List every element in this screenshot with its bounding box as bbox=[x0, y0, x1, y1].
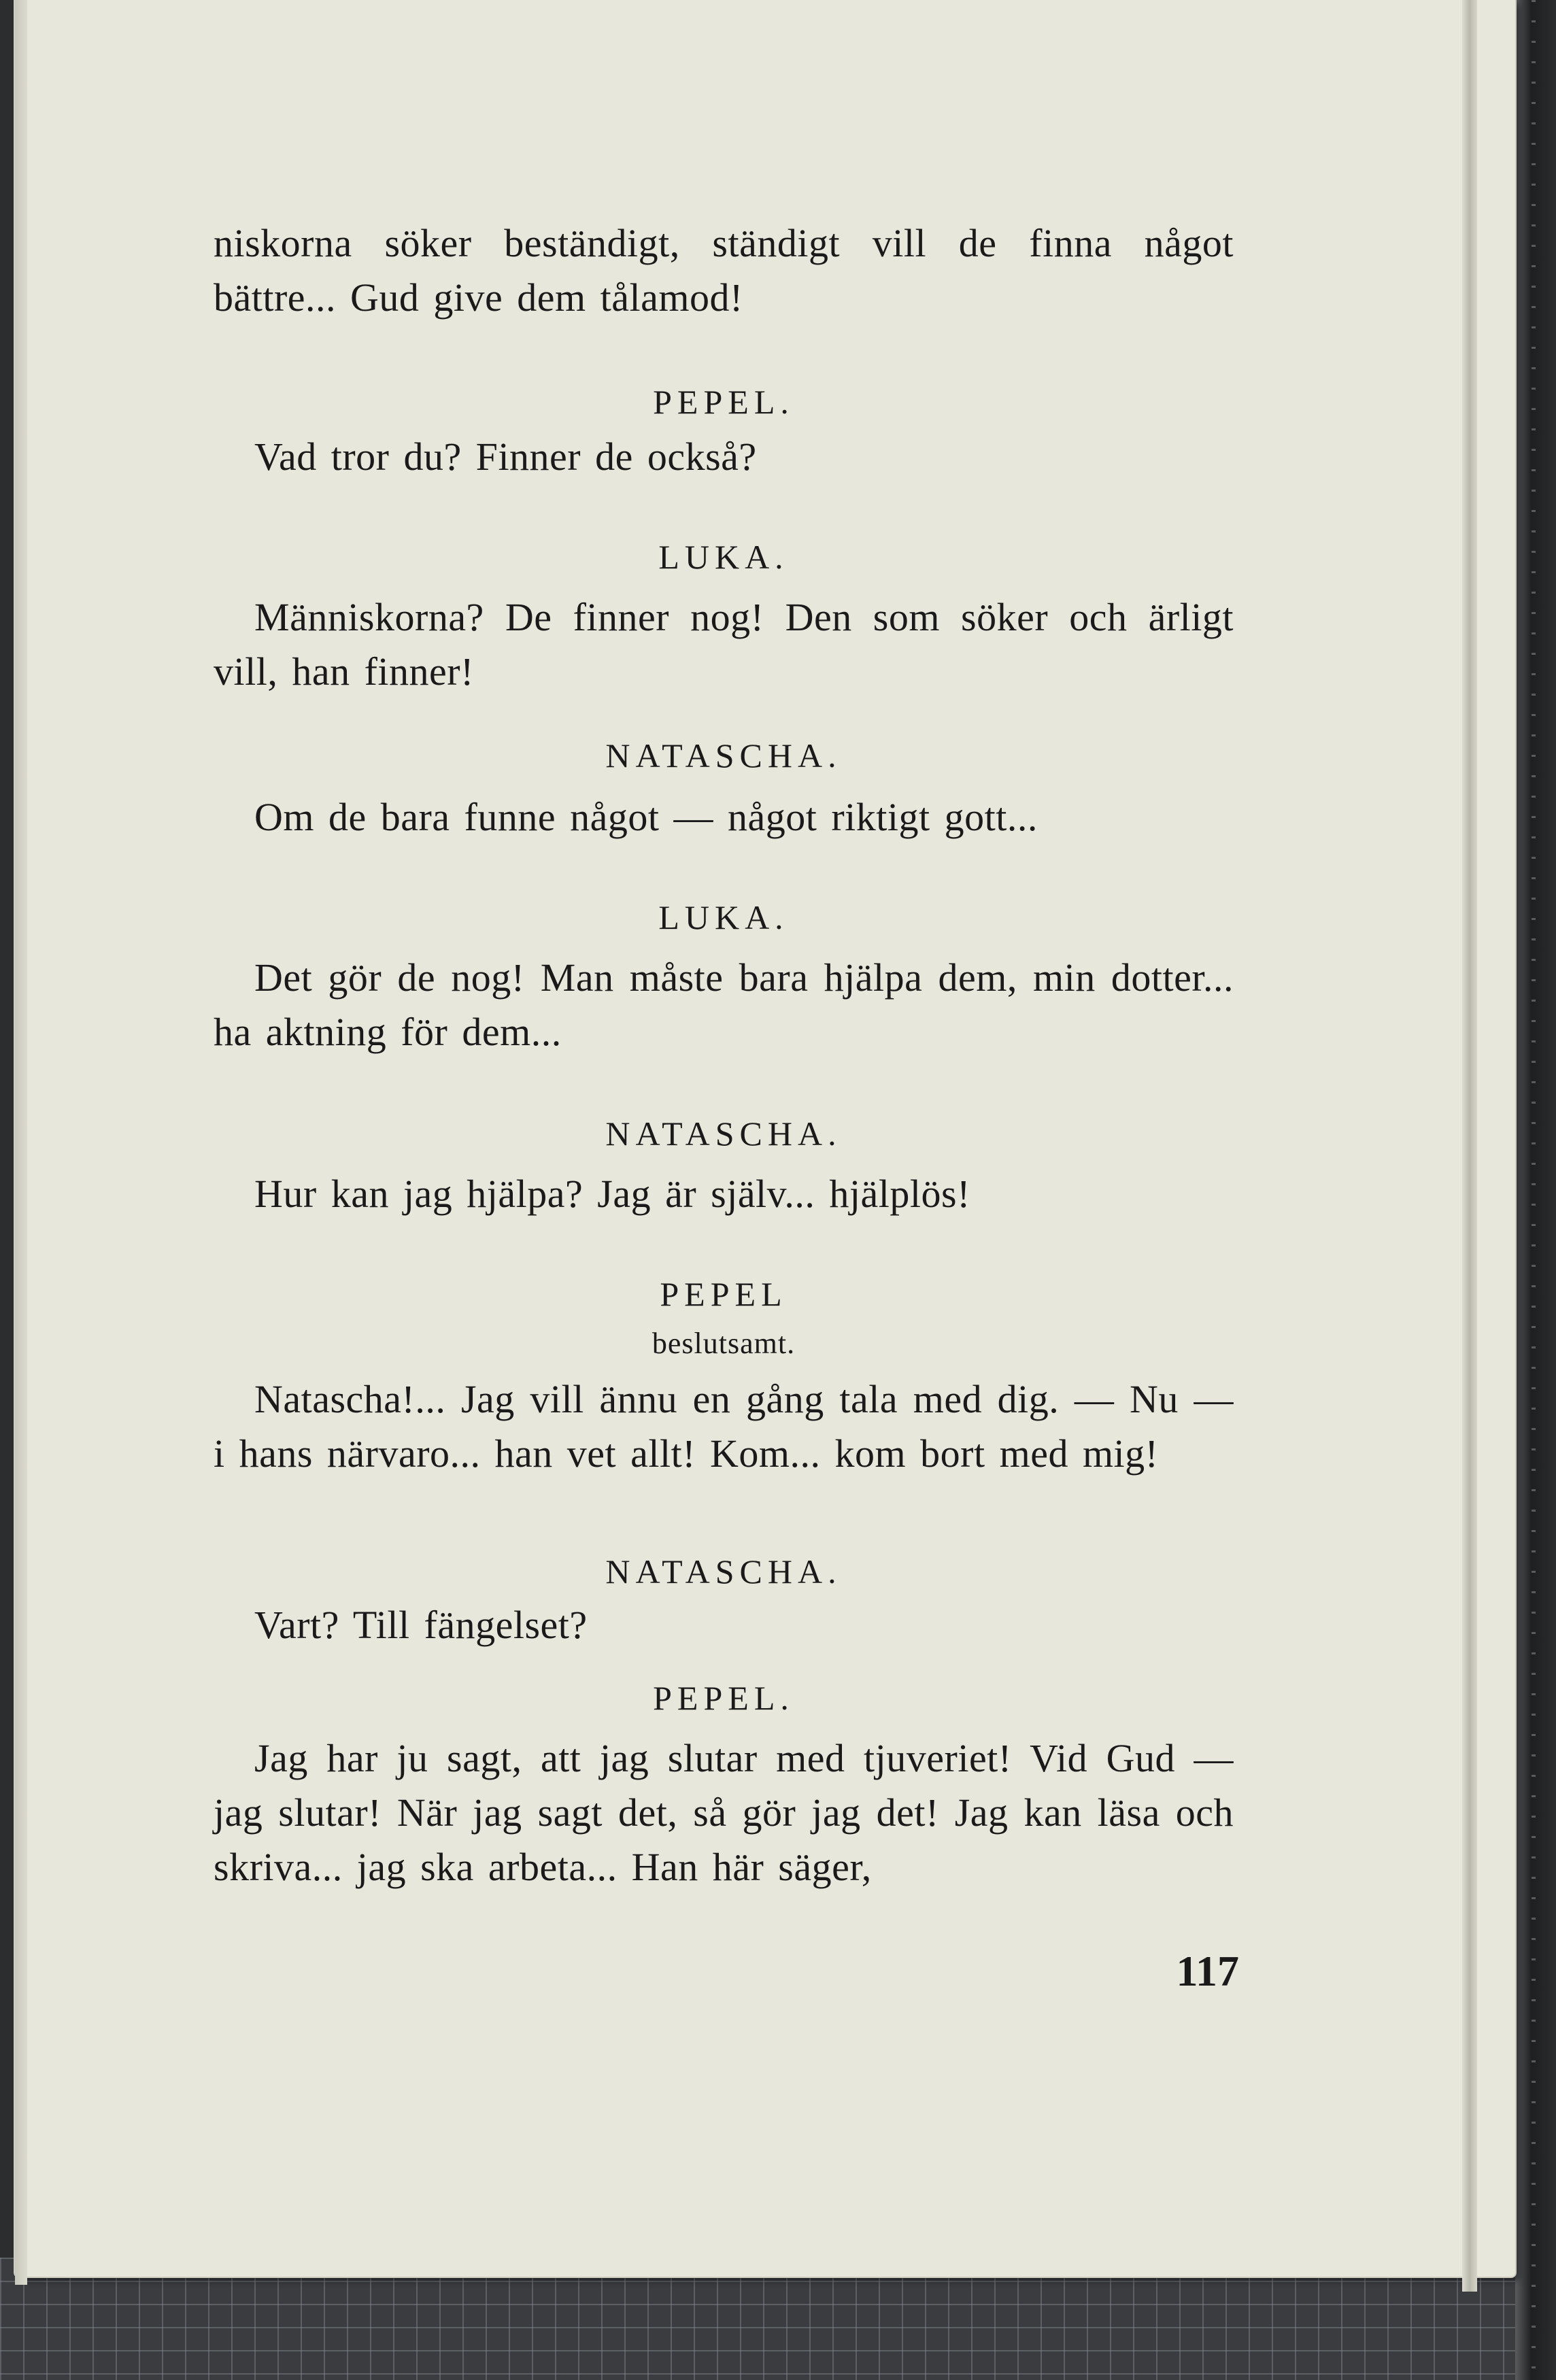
speaker-luka: LUKA. bbox=[658, 898, 789, 936]
dialogue-natascha: Hur kan jag hjälpa? Jag är själv... hjälplös! bbox=[254, 1172, 970, 1216]
dialogue-natascha: Om de bara funne något — något riktigt gott... bbox=[254, 795, 1038, 839]
speaker-luka: LUKA. bbox=[658, 538, 789, 576]
dialogue-luka: Det gör de nog! Man måste bara hjälpa dem, min dotter... ha aktning för dem... bbox=[214, 955, 1234, 1054]
speaker-pepel: PEPEL bbox=[660, 1275, 788, 1313]
book-page bbox=[15, 0, 1515, 2277]
dialogue-luka: Människorna? De finner nog! Den som söker och ärligt vill, han finner! bbox=[214, 595, 1234, 694]
dialogue-natascha: Vart? Till fängelset? bbox=[254, 1603, 588, 1647]
text-line-continuation: niskorna söker beständigt, ständigt vill de finna något bättre... Gud give dem tålamod! bbox=[214, 221, 1234, 320]
dialogue-pepel: Natascha!... Jag vill ännu en gång tala med dig. — Nu — i hans närvaro... han vet allt! Kom... kom bort med mig! bbox=[214, 1377, 1234, 1476]
speaker-natascha: NATASCHA. bbox=[605, 1115, 842, 1153]
book-binding-edge bbox=[1515, 0, 1556, 2380]
speaker-natascha: NATASCHA. bbox=[605, 736, 842, 775]
page-right-edge bbox=[1462, 0, 1477, 2292]
page-left-edge bbox=[15, 0, 27, 2285]
dialogue-pepel: Jag har ju sagt, att jag slutar med tjuveriet! Vid Gud — jag slutar! När jag sagt det, så gör jag det! Jag kan läsa och skriva... jag ska arbeta... Han här säger, bbox=[214, 1736, 1234, 1889]
speaker-natascha: NATASCHA. bbox=[605, 1552, 842, 1591]
stage-direction: beslutsamt. bbox=[652, 1327, 796, 1360]
dialogue-pepel: Vad tror du? Finner de också? bbox=[254, 435, 757, 479]
speaker-pepel: PEPEL. bbox=[653, 383, 794, 421]
speaker-pepel: PEPEL. bbox=[653, 1679, 794, 1717]
page-number: 117 bbox=[1176, 1947, 1239, 1995]
